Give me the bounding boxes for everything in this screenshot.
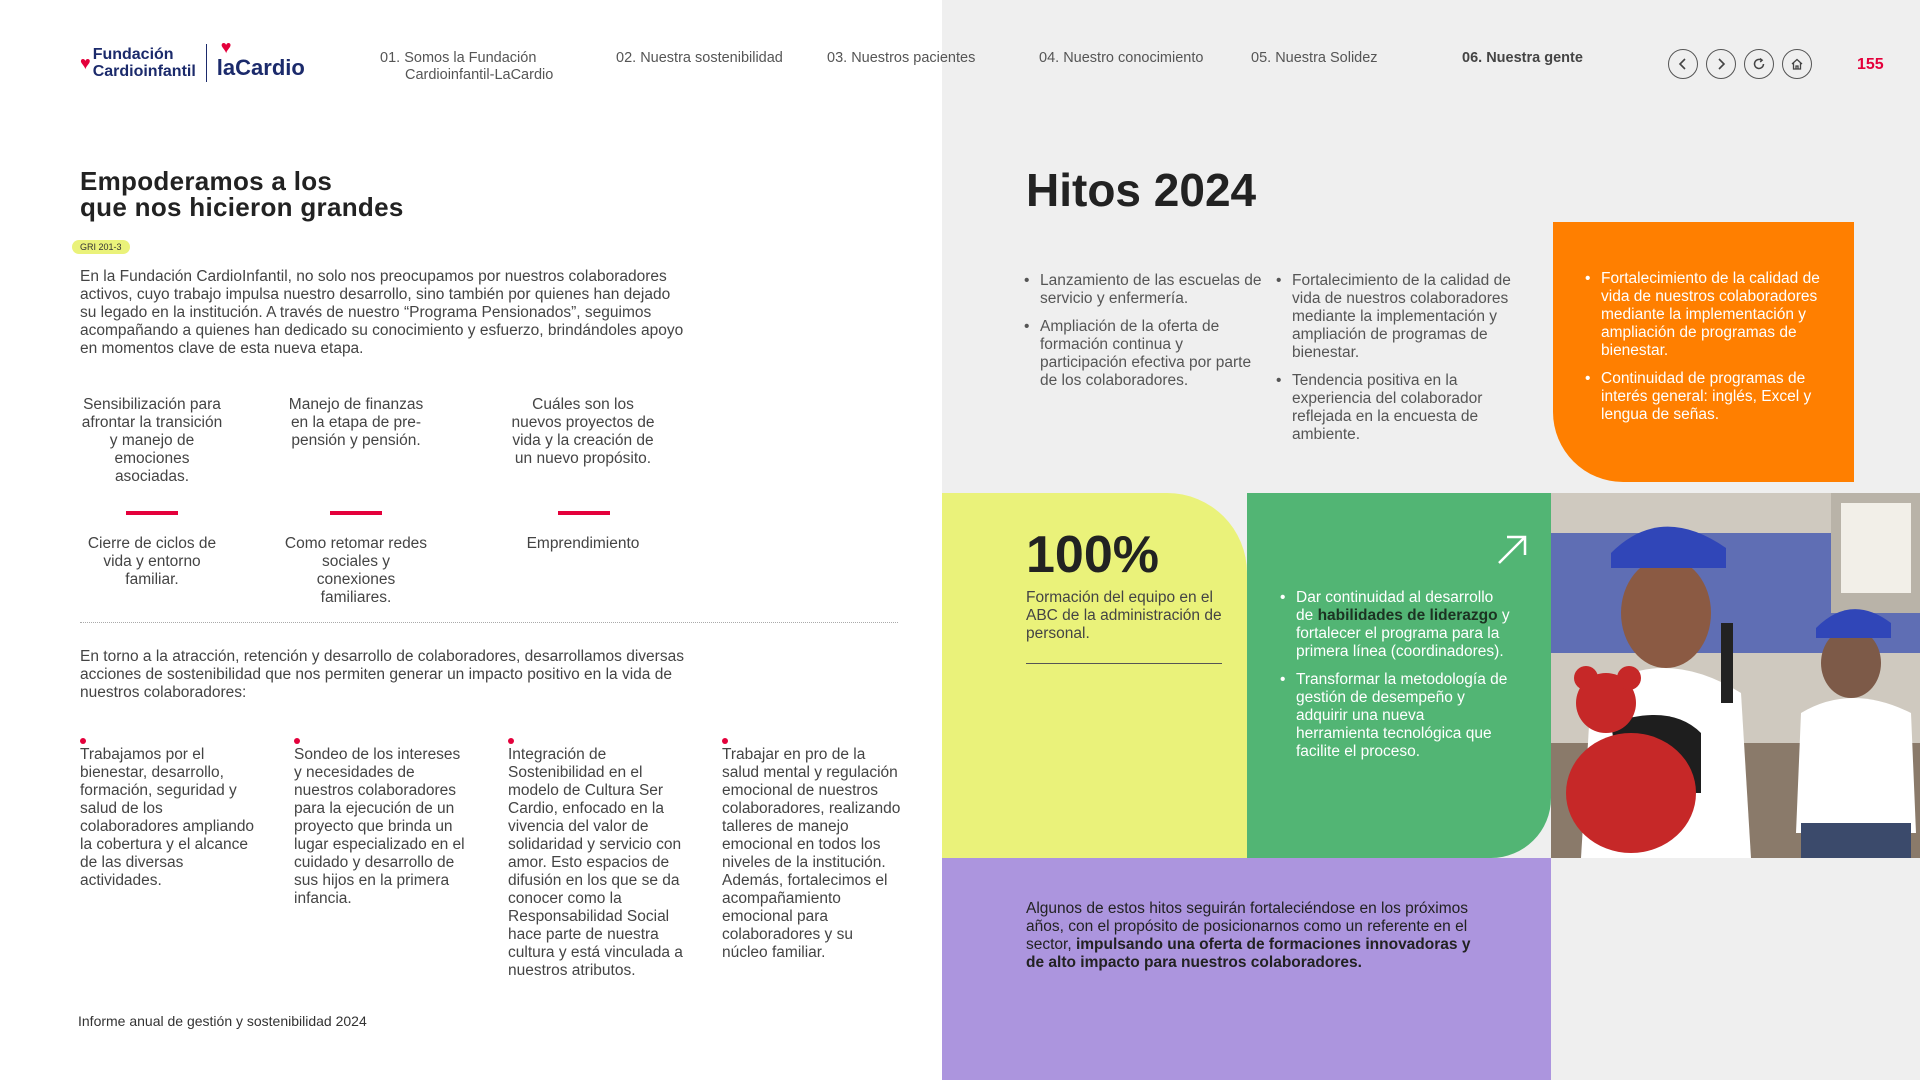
pension-topic: Cuáles son los nuevos proyectos de vida y la creación de un nuevo propósito.: [511, 396, 655, 467]
logo-fundacion: [93, 46, 196, 80]
refresh-icon: [1752, 57, 1766, 71]
nav-label: Nuestro conocimiento: [1063, 50, 1204, 66]
section-title-line2: que nos hicieron grandes: [80, 192, 404, 222]
list-item: • Fortalecimiento de la calidad de vida de nuestros colaboradores mediante la implementación y ampliación de programas de bienestar.: [1585, 270, 1835, 360]
bullet-dot: [722, 738, 728, 744]
nav-item-gente[interactable]: [1462, 50, 1583, 67]
list-item: • Tendencia positiva en la experiencia del colaborador reflejada en la encuesta de ambiente.: [1276, 372, 1536, 444]
nav-number: 05.: [1251, 50, 1272, 66]
list-item: • Fortalecimiento de la calidad de vida de nuestros colaboradores mediante la implementación y ampliación de programas de bienestar.: [1276, 272, 1536, 362]
nav-item-solidez[interactable]: [1251, 50, 1378, 67]
logo-separator: [206, 44, 207, 82]
green-list: [1280, 589, 1510, 771]
nav-label: Nuestra sostenibilidad: [640, 50, 783, 66]
event-photo: [1551, 493, 1920, 858]
bullet-dot: [508, 738, 514, 744]
action-text: Integración de Sostenibilidad en el modelo de Cultura Ser Cardio, enfocado en la vivencia del valor de solidaridad y servicio con amor. Esto espacios de difusión en los que se da conocer como la Responsabilidad Social hace parte de nuestra cultura y está vinculada a nuestros atributos.: [508, 746, 683, 979]
stat-description: Formación del equipo en el ABC de la administración de personal.: [1026, 589, 1222, 642]
heart-icon: ♥: [80, 53, 91, 73]
red-divider: [126, 511, 178, 515]
action-text: Trabajamos por el bienestar, desarrollo, formación, seguridad y salud de los colaboradores ampliando la cobertura y el alcance de las diversas actividades.: [80, 746, 255, 889]
action-text: Trabajar en pro de la salud mental y regulación emocional de nuestros colaboradores, realizando talleres de manejo emocional en todos los niveles de la institución. Además, fortalecimos el acompañamiento emocional para colaboradores y su núcleo familiar.: [722, 746, 901, 961]
orange-card: [1553, 222, 1854, 482]
milestones-list-1: [1024, 272, 1264, 400]
nav-label: Nuestra Solidez: [1275, 50, 1378, 66]
logo-lacardio: [216, 37, 305, 81]
nav-label-line2: Cardioinfantil-LaCardio: [405, 67, 554, 83]
chevron-right-icon: [1714, 57, 1728, 71]
section-title: [80, 168, 404, 220]
action-column: [294, 738, 470, 908]
closing-paragraph: [1026, 900, 1486, 972]
logo-lacardio-text: laCardio: [216, 55, 305, 80]
page-number: 155: [1857, 56, 1884, 73]
stat-underline: [1026, 663, 1222, 664]
bullet-dot: [294, 738, 300, 744]
pension-topic: Manejo de finanzas en la etapa de pre-pensión y pensión.: [288, 396, 424, 449]
closing-text: Algunos de estos hitos seguirán fortaleciéndose en los próximos años, con el propósito de posicionarnos como un referente en el sector,: [1026, 900, 1469, 953]
next-page-button[interactable]: [1706, 49, 1736, 79]
nav-number: 01.: [380, 50, 401, 66]
chevron-left-icon: [1676, 57, 1690, 71]
logo-text-line2: Cardioinfantil: [92, 63, 196, 80]
home-button[interactable]: [1782, 49, 1812, 79]
dotted-divider: [80, 622, 898, 623]
list-item: [1280, 589, 1510, 661]
heart-icon: ♥: [220, 37, 232, 57]
list-text-bold: habilidades de liderazgo: [1317, 607, 1498, 624]
bullet-dot: [80, 738, 86, 744]
nav-label: Nuestra gente: [1486, 50, 1583, 66]
nav-number: 04.: [1039, 50, 1060, 66]
list-item: • Continuidad de programas de interés general: inglés, Excel y lengua de señas.: [1585, 370, 1835, 424]
purple-card: [942, 858, 1551, 1080]
gri-badge: GRI 201-3: [72, 240, 130, 254]
list-text: y fortalecer el programa para la primera línea (coordinadores).: [1296, 607, 1510, 660]
milestones-list-2: [1276, 272, 1536, 454]
red-divider: [330, 511, 382, 515]
intro-paragraph: En la Fundación CardioInfantil, no solo nos preocupamos por nuestros colaboradores activos, cuyo trabajo impulsa nuestro desarrollo, sino también por quienes han dejado su legado en la institución. A través de nuestro “Programa Pensionados”, seguimos acompañando a quienes han dedicado su conocimiento y esfuerzo, brindándoles apoyo en momentos clave de esta nueva etapa.: [80, 268, 684, 357]
list-text: Dar continuidad al desarrollo de: [1296, 589, 1494, 624]
nav-label: Nuestros pacientes: [851, 50, 976, 66]
arrow-up-right-icon: [1495, 533, 1529, 567]
stat-value: 100%: [1026, 526, 1159, 584]
orange-list: [1585, 270, 1835, 434]
nav-label: Somos la Fundación: [404, 50, 537, 66]
nav-item-pacientes[interactable]: [827, 50, 975, 67]
report-footer: Informe anual de gestión y sostenibilidad 2024: [78, 1013, 367, 1029]
action-text: Sondeo de los intereses y necesidades de nuestros colaboradores para la ejecución de un proyecto que brinda un lugar especializado en el cuidado y desarrollo de sus hijos en la primera infancia.: [294, 746, 465, 907]
prev-page-button[interactable]: [1668, 49, 1698, 79]
nav-number: 02.: [616, 50, 637, 66]
list-item: • Ampliación de la oferta de formación continua y participación efectiva por parte de los colaboradores.: [1024, 318, 1264, 390]
nav-item-somos[interactable]: [380, 50, 553, 84]
green-card: [1247, 493, 1551, 858]
nav-item-sostenibilidad[interactable]: [616, 50, 783, 67]
action-column: [508, 738, 684, 980]
nav-number: 06.: [1462, 50, 1483, 66]
logo-text-line1: Fundación: [92, 46, 174, 63]
pension-topic: Como retomar redes sociales y conexiones familiares.: [284, 535, 428, 606]
hitos-title: Hitos 2024: [1026, 164, 1257, 216]
logo[interactable]: [80, 37, 305, 82]
list-item: • Lanzamiento de las escuelas de servicio y enfermería.: [1024, 272, 1264, 308]
pension-topic: Sensibilización para afrontar la transición y manejo de emociones asociadas.: [81, 396, 223, 485]
action-column: [722, 738, 902, 962]
section-title-line1: Empoderamos a los: [80, 166, 333, 196]
red-divider: [558, 511, 610, 515]
pension-topic: Emprendimiento: [526, 535, 640, 552]
pension-topic: Cierre de ciclos de vida y entorno familiar.: [87, 535, 217, 588]
action-column: [80, 738, 256, 890]
closing-text-bold: impulsando una oferta de formaciones innovadoras y de alto impacto para nuestros colaboradores.: [1026, 936, 1471, 971]
stat-card: [942, 493, 1247, 858]
nav-item-conocimiento[interactable]: [1039, 50, 1203, 67]
actions-intro: En torno a la atracción, retención y desarrollo de colaboradores, desarrollamos diversas acciones de sostenibilidad que nos permiten generar un impacto positivo en la vida de nuestros colaboradores:: [80, 648, 684, 701]
refresh-button[interactable]: [1744, 49, 1774, 79]
home-icon: [1790, 57, 1804, 71]
photo-illustration: [1551, 493, 1920, 858]
nav-number: 03.: [827, 50, 848, 66]
list-item: • Transformar la metodología de gestión de desempeño y adquirir una nueva herramienta tecnológica que facilite el proceso.: [1280, 671, 1510, 761]
